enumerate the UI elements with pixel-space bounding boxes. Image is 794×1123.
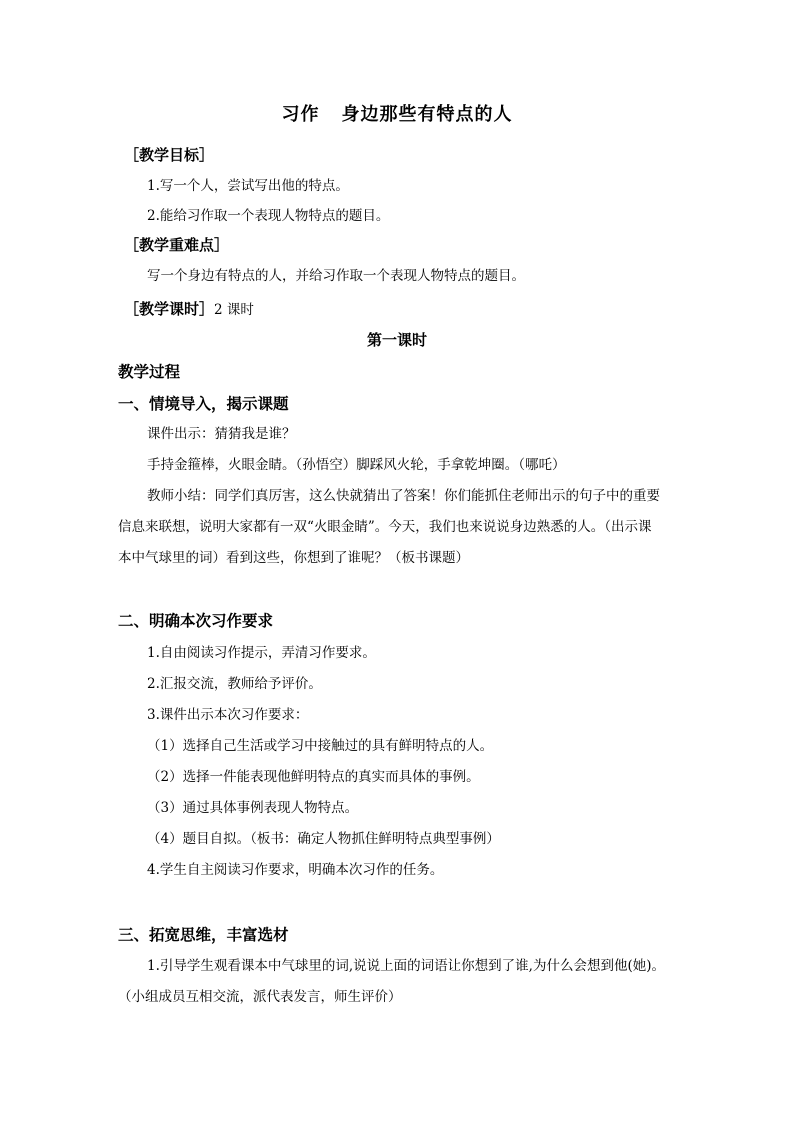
- key-points-text: 写一个身边有特点的人，并给习作取一个表现人物特点的题目。: [147, 268, 525, 284]
- lesson-hours-value: 2 课时: [214, 302, 254, 318]
- section2-line: （4）题目自拟。（板书：确定人物抓住鲜明特点典型事例）: [147, 831, 500, 847]
- section1-line: 教师小结：同学们真厉害，这么快就猜出了答案！你们能抓住老师出示的句子中的重要: [147, 488, 660, 504]
- section1-line: 信息来联想，说明大家都有一双“火眼金睛”。今天，我们也来说说身边熟悉的人。（出示课: [118, 519, 652, 535]
- section2-line: （1）选择自己生活或学习中接触过的具有鲜明特点的人。: [147, 738, 494, 754]
- title-prefix: 习作: [281, 104, 320, 125]
- section1-line: 本中气球里的词）看到这些，你想到了谁呢？（板书课题）: [118, 550, 469, 566]
- document-title: [0, 106, 794, 124]
- objectives-heading: ［教学目标］: [124, 146, 215, 164]
- section3-line: 1.引导学生观看课本中气球里的词,说说上面的词语让你想到了谁,为什么会想到他(她)。: [147, 958, 665, 974]
- section2-line: 2.汇报交流，教师给予评价。: [147, 676, 322, 692]
- section2-line: （2）选择一件能表现他鲜明特点的真实而具体的事例。: [147, 769, 480, 785]
- section1-heading: 一、情境导入，揭示课题: [118, 394, 289, 413]
- section3-heading: 三、拓宽思维，丰富选材: [118, 925, 289, 944]
- key-points-heading: ［教学重难点］: [124, 236, 230, 254]
- section2-line: 1.自由阅读习作提示，弄清习作要求。: [147, 645, 376, 661]
- lesson-title: 第一课时: [366, 331, 427, 349]
- section3-line: （小组成员互相交流，派代表发言，师生评价）: [118, 989, 402, 1005]
- section2-line: 3.课件出示本次习作要求：: [147, 707, 309, 723]
- objective-item: 1.写一个人，尝试写出他的特点。: [147, 178, 349, 194]
- section2-heading: 二、明确本次习作要求: [118, 611, 274, 630]
- section1-line: 手持金箍棒，火眼金睛。（孙悟空）脚踩风火轮，手拿乾坤圈。（哪吒）: [147, 457, 566, 473]
- lesson-hours-heading: ［教学课时］: [124, 300, 215, 318]
- section2-line: （3）通过具体事例表现人物特点。: [147, 800, 359, 816]
- objective-item: 2.能给习作取一个表现人物特点的题目。: [147, 208, 390, 224]
- title-main: 身边那些有特点的人: [341, 104, 513, 125]
- lesson-hours-row: [124, 301, 254, 318]
- section1-line: 课件出示：猜猜我是谁？: [147, 426, 296, 442]
- section2-line: 4.学生自主阅读习作要求，明确本次习作的任务。: [147, 862, 444, 878]
- process-heading: 教学过程: [118, 362, 181, 381]
